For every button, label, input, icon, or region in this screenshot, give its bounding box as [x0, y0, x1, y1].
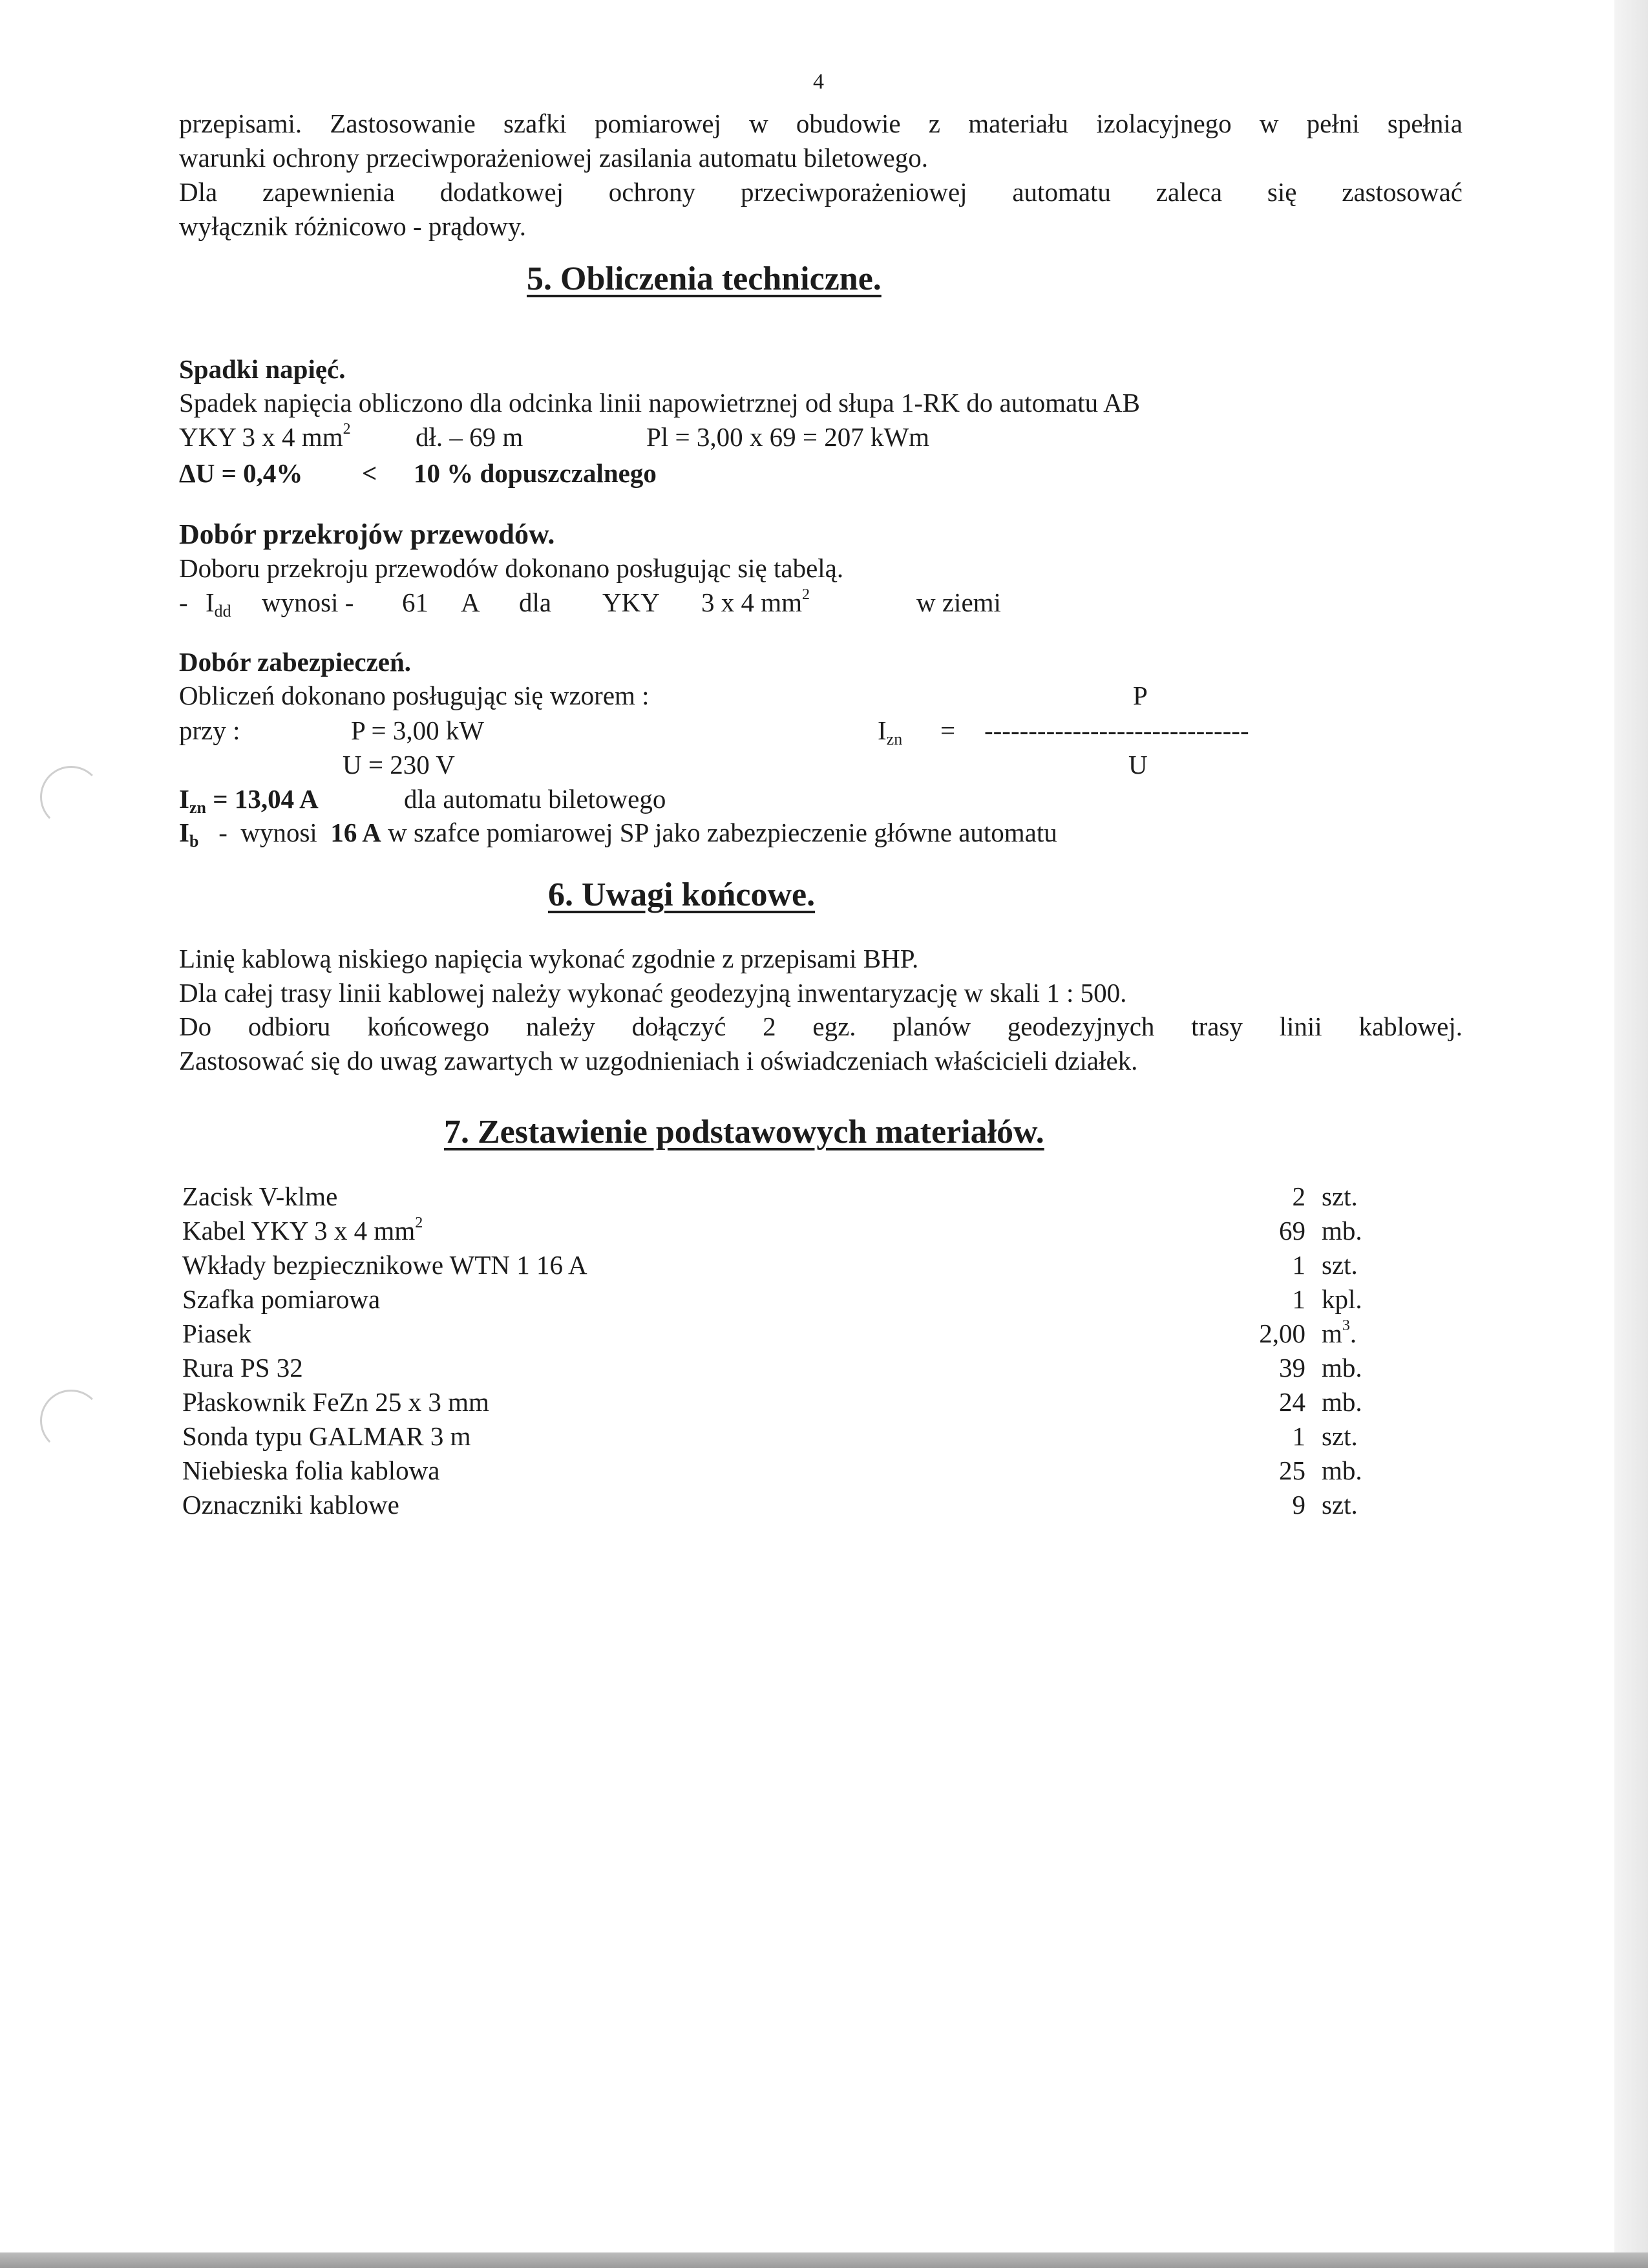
page-number: 4 — [813, 70, 824, 94]
section-6-heading: 6. Uwagi końcowe. — [548, 876, 816, 913]
ib-dash: - — [218, 818, 227, 847]
material-name — [182, 1419, 470, 1454]
material-name-text: Płaskownik FeZn 25 x 3 mm — [182, 1387, 489, 1417]
izn-result-sub: zn — [189, 798, 206, 817]
material-name — [182, 1488, 399, 1522]
material-quantity: 2,00 — [1259, 1319, 1305, 1348]
material-unit — [1322, 1248, 1358, 1282]
material-unit-text: szt. — [1322, 1490, 1358, 1520]
protection-line: Obliczeń dokonano posługując się wzorem : — [179, 681, 650, 710]
material-unit-text: mb. — [1322, 1216, 1362, 1245]
formula-izn-sub: zn — [886, 729, 903, 748]
ib-value: 16 A — [330, 818, 381, 847]
material-name-text: Sonda typu GALMAR 3 m — [182, 1421, 471, 1451]
less-than-sign: < — [362, 458, 377, 488]
izn-result-letter: I — [179, 784, 189, 814]
protection-title: Dobór zabezpieczeń. — [179, 647, 412, 677]
material-unit-text: mb. — [1322, 1353, 1362, 1383]
material-quantity: 24 — [1279, 1387, 1305, 1417]
material-unit — [1322, 1282, 1362, 1317]
idd-letter: I — [206, 588, 215, 617]
material-name — [182, 1214, 423, 1248]
idd-size — [701, 586, 810, 620]
material-name-text: Piasek — [182, 1319, 252, 1348]
material-name-text: Rura PS 32 — [182, 1353, 303, 1383]
ib-wynosi: wynosi — [240, 818, 317, 847]
material-quantity: 25 — [1279, 1456, 1305, 1485]
material-unit-text: szt. — [1322, 1250, 1358, 1280]
ib-letter: I — [179, 818, 189, 847]
intro-line-1: przepisami. Zastosowanie szafki pomiarowej w obudowie z materiału izolacyjnego w pełni spełnia — [179, 109, 1463, 138]
cable-text: YKY 3 x 4 mm — [179, 422, 343, 452]
intro-line-2: warunki ochrony przeciwporażeniowej zasilania automatu biletowego. — [179, 143, 928, 173]
formula-izn-letter: I — [878, 715, 887, 745]
cable-sup: 2 — [343, 420, 351, 438]
ib-line — [179, 816, 1057, 850]
formula-equals: = — [940, 715, 956, 745]
scan-page-edge — [1614, 0, 1648, 2268]
izn-result — [179, 782, 319, 816]
material-unit — [1322, 1419, 1358, 1454]
intro-line-4: wyłącznik różnicowo - prądowy. — [179, 211, 526, 241]
material-unit-sup: 3 — [1342, 1317, 1350, 1334]
remarks-line-3: Do odbioru końcowego należy dołączyć 2 egz. planów geodezyjnych trasy linii kablowej. — [179, 1012, 1463, 1041]
material-name-text: Wkłady bezpiecznikowe WTN 1 16 A — [182, 1250, 587, 1280]
idd-size-text: 3 x 4 mm — [701, 588, 803, 617]
idd-wynosi: wynosi - — [262, 588, 354, 617]
ib-text: w szafce pomiarowej SP jako zabezpieczenie główne automatu — [388, 818, 1057, 847]
material-name — [182, 1454, 439, 1488]
voltage-drops-line: Spadek napięcia obliczono dla odcinka linii napowietrznej od słupa 1-RK do automatu AB — [179, 388, 1141, 418]
punch-hole-bottom — [40, 1390, 102, 1452]
idd-unit: A — [461, 588, 480, 617]
material-unit-tail: . — [1349, 1319, 1357, 1348]
material-name — [182, 1282, 380, 1317]
material-unit-text: mb. — [1322, 1456, 1362, 1485]
material-name-text: Niebieska folia kablowa — [182, 1456, 440, 1485]
material-name — [182, 1351, 303, 1385]
voltage-drop-allowed: 10 % dopuszczalnego — [414, 458, 657, 488]
material-unit-text: m — [1322, 1319, 1342, 1348]
material-unit — [1322, 1351, 1362, 1385]
izn-result-text: dla automatu biletowego — [404, 784, 666, 814]
material-unit-text: kpl. — [1322, 1284, 1362, 1314]
material-name — [182, 1385, 489, 1419]
przy-label: przy : — [179, 715, 240, 745]
material-unit-text: mb. — [1322, 1387, 1362, 1417]
formula-denominator: U — [1128, 750, 1148, 779]
power-value: P = 3,00 kW — [351, 715, 485, 745]
material-name-sup: 2 — [415, 1214, 423, 1231]
remarks-line-2: Dla całej trasy linii kablowej należy wykonać geodezyjną inwentaryzację w skali 1 : 500. — [179, 978, 1127, 1008]
material-name — [182, 1317, 251, 1351]
remarks-line-4: Zastosować się do uwag zawartych w uzgodnieniach i oświadczeniach właścicieli działek. — [179, 1046, 1138, 1076]
section-5-heading: 5. Obliczenia techniczne. — [527, 260, 882, 297]
material-quantity: 39 — [1279, 1353, 1305, 1383]
material-quantity: 69 — [1279, 1216, 1305, 1245]
voltage-drop-result: ΔU = 0,4% — [179, 458, 303, 488]
material-unit — [1322, 1454, 1362, 1488]
material-quantity: 1 — [1292, 1284, 1305, 1314]
voltage-drops-cable — [179, 420, 351, 454]
material-name — [182, 1248, 587, 1282]
material-name-text: Kabel YKY 3 x 4 mm — [182, 1216, 416, 1245]
idd-symbol — [206, 586, 231, 620]
idd-sub: dd — [214, 601, 231, 620]
material-unit-text: szt. — [1322, 1182, 1358, 1211]
cross-sections-dash: - — [179, 588, 188, 617]
idd-cable: YKY — [602, 588, 660, 617]
cross-sections-title: Dobór przekrojów przewodów. — [179, 518, 555, 550]
material-unit — [1322, 1180, 1358, 1214]
formula-izn — [878, 714, 902, 748]
material-quantity: 1 — [1292, 1250, 1305, 1280]
material-unit — [1322, 1317, 1357, 1351]
formula-fraction-line: ------------------------------ — [984, 715, 1249, 745]
material-quantity: 9 — [1292, 1490, 1305, 1520]
material-unit — [1322, 1488, 1358, 1522]
voltage-drops-length: dł. – 69 m — [416, 422, 523, 452]
formula-numerator: P — [1133, 681, 1148, 710]
material-unit — [1322, 1385, 1362, 1419]
intro-line-3: Dla zapewnienia dodatkowej ochrony przeciwporażeniowej automatu zaleca się zastosować — [179, 177, 1463, 207]
voltage-drops-pl: Pl = 3,00 x 69 = 207 kWm — [646, 422, 930, 452]
voltage-drops-title: Spadki napięć. — [179, 354, 346, 384]
idd-value: 61 — [402, 588, 428, 617]
material-quantity: 1 — [1292, 1421, 1305, 1451]
idd-place: w ziemi — [916, 588, 1001, 617]
material-quantity: 2 — [1292, 1182, 1305, 1211]
material-name — [182, 1180, 337, 1214]
remarks-line-1: Linię kablową niskiego napięcia wykonać zgodnie z przepisami BHP. — [179, 944, 919, 973]
cross-sections-line: Doboru przekroju przewodów dokonano posługując się tabelą. — [179, 553, 844, 583]
punch-hole-top — [40, 766, 102, 828]
idd-dla: dla — [519, 588, 552, 617]
scan-bottom-edge — [0, 2252, 1648, 2268]
idd-size-sup: 2 — [802, 586, 810, 603]
voltage-value: U = 230 V — [343, 750, 455, 779]
material-name-text: Szafka pomiarowa — [182, 1284, 381, 1314]
material-name-text: Oznaczniki kablowe — [182, 1490, 399, 1520]
material-unit — [1322, 1214, 1362, 1248]
ib-sub: b — [189, 831, 199, 851]
izn-result-value: = 13,04 A — [213, 784, 319, 814]
material-name-text: Zacisk V-klme — [182, 1182, 338, 1211]
material-unit-text: szt. — [1322, 1421, 1358, 1451]
section-7-heading: 7. Zestawienie podstawowych materiałów. — [444, 1114, 1044, 1150]
